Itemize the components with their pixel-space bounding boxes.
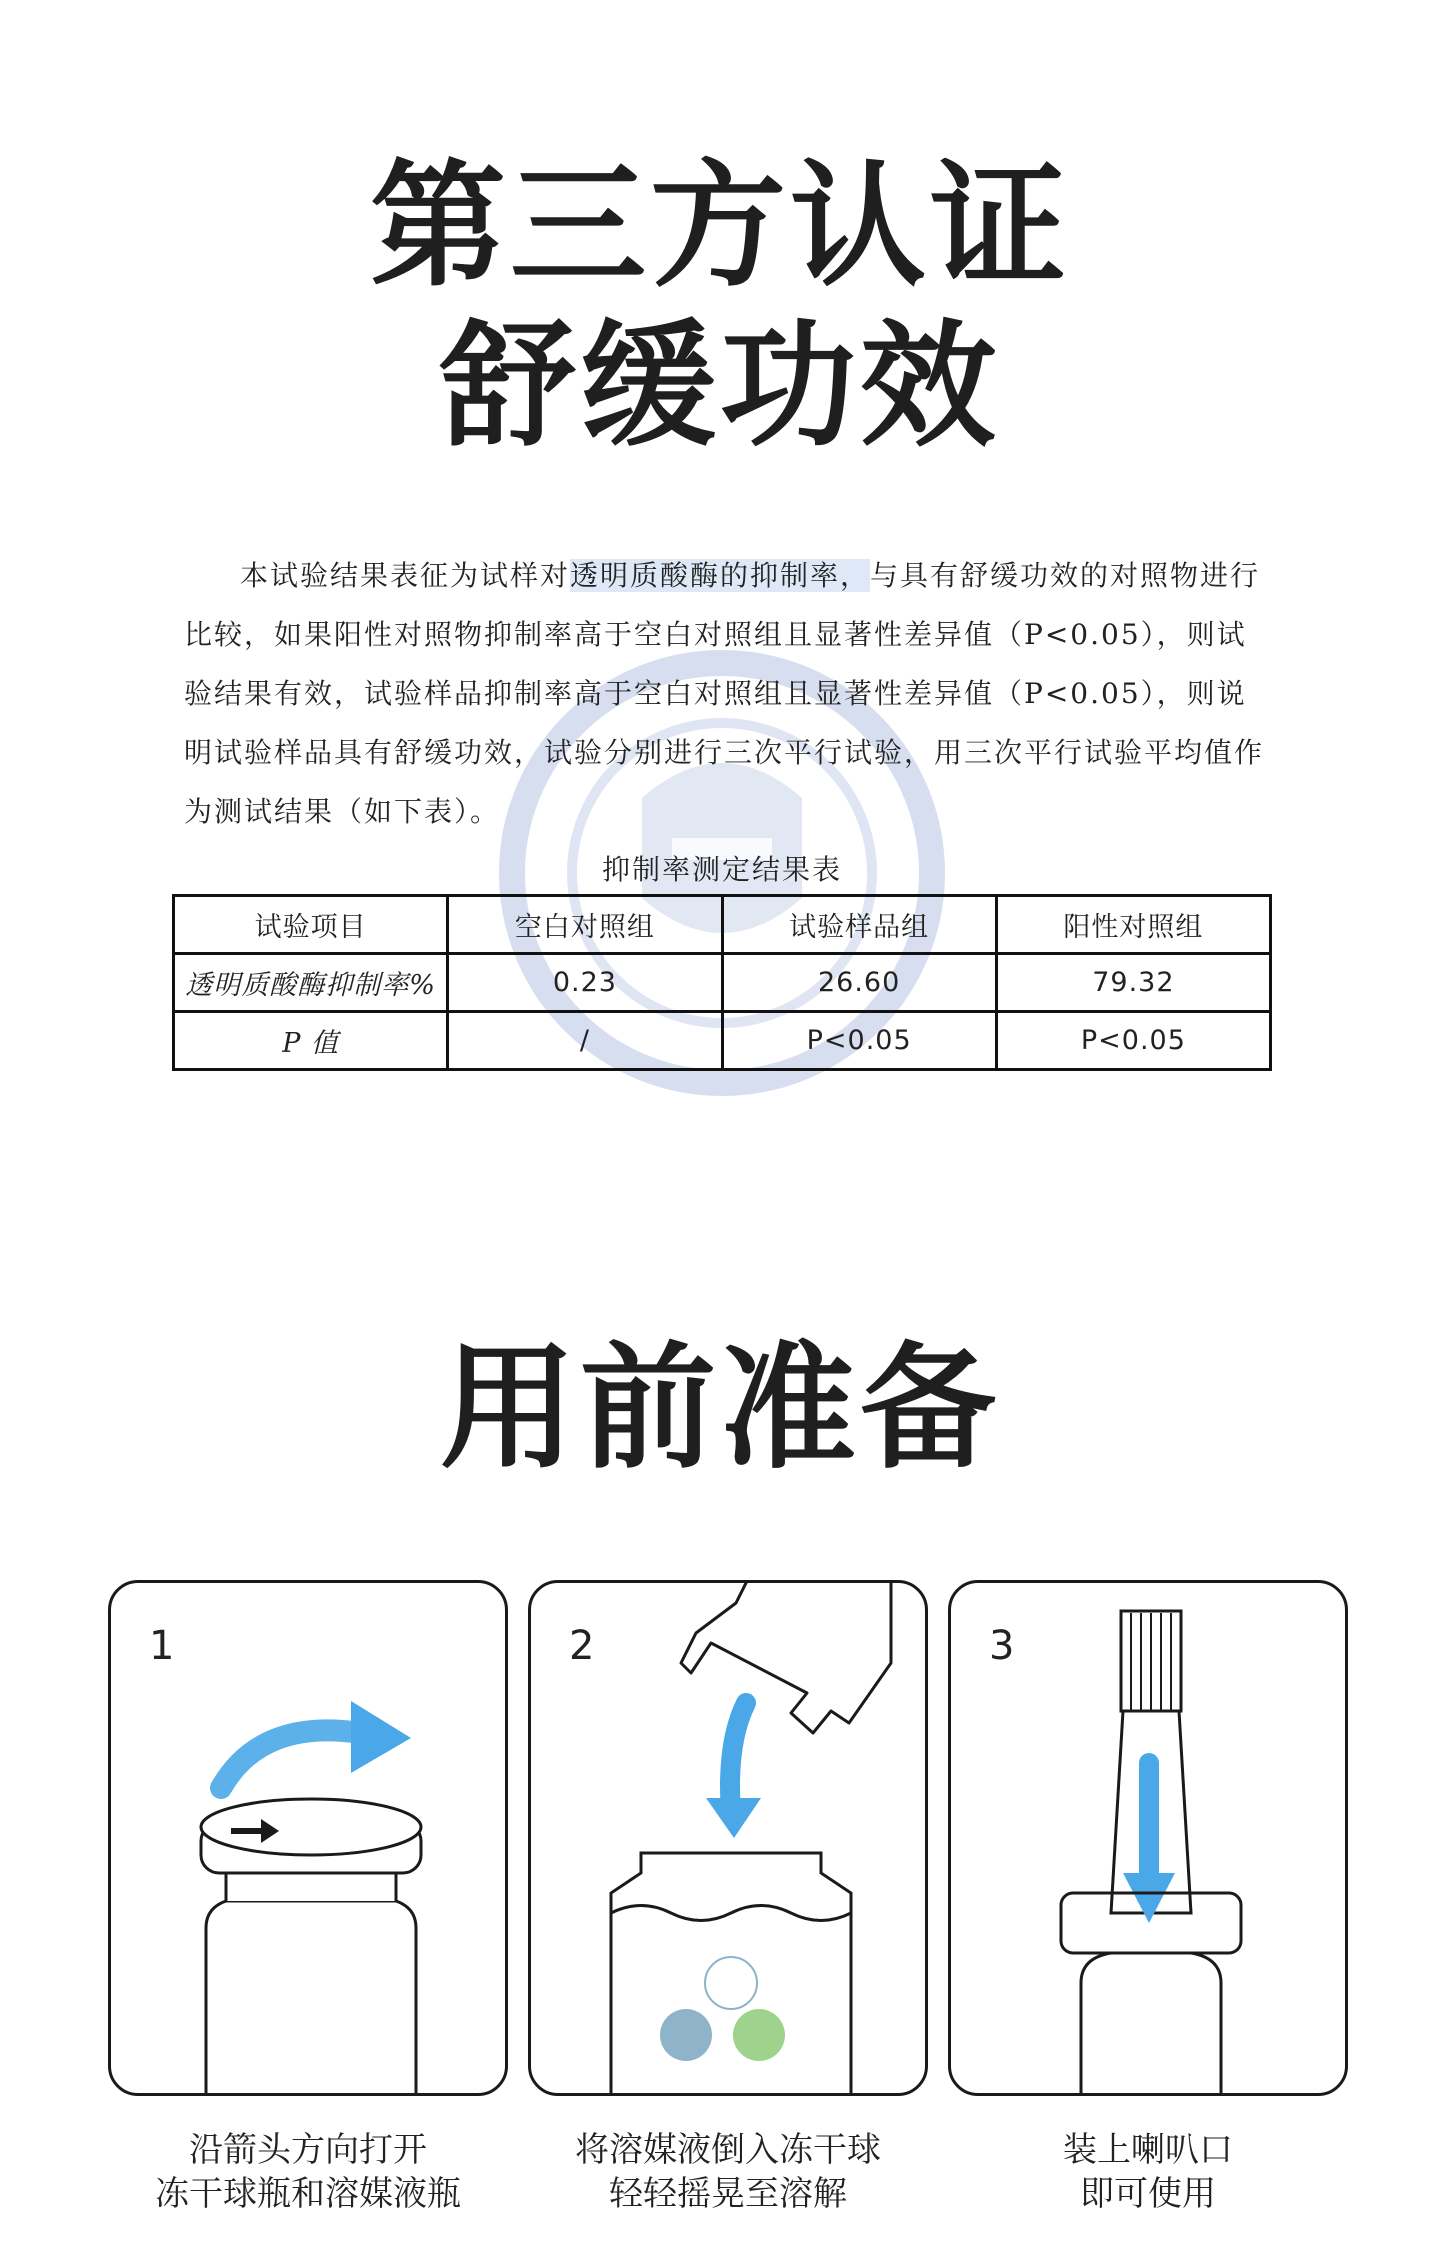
step-caption-3 <box>938 2128 1358 2216</box>
table-header: 阳性对照组 <box>996 896 1270 954</box>
curved-arrow-icon <box>221 1730 361 1788</box>
table-header: 试验项目 <box>174 896 448 954</box>
step-caption-line: 冻干球瓶和溶媒液瓶 <box>155 2174 461 2214</box>
table-cell: 透明质酸酶抑制率% <box>174 954 448 1012</box>
table-caption: 抑制率测定结果表 <box>601 853 842 886</box>
table-header: 空白对照组 <box>448 896 722 954</box>
table-cell: 0.23 <box>448 954 722 1012</box>
table-cell: 79.32 <box>996 954 1270 1012</box>
step-caption-line: 沿箭头方向打开 <box>189 2130 427 2170</box>
report-paragraph: 本试验结果表征为试样对透明质酸酶的抑制率，与具有舒缓功效的对照物进行比较，如果阳性对照物抑制率高于空白对照组且显著性差异值（P<0.05），则试验结果有效，试验样品抑制率高于空白对照组且显著性差异值（P<0.05），则说明试验样品具有舒缓功效，试验分别进行三次平行试验，用三次平行试验平均值作为测试结果（如下表）。 <box>184 559 1265 828</box>
table-header-row <box>174 896 1271 954</box>
step-number: 1 <box>149 1623 175 1669</box>
table-cell: P<0.05 <box>996 1012 1270 1070</box>
step-caption-2 <box>518 2128 938 2216</box>
step-caption-line: 即可使用 <box>1080 2174 1216 2214</box>
step-caption-line: 装上喇叭口 <box>1063 2130 1233 2170</box>
page-title-line1: 第三方认证 <box>370 146 1070 306</box>
page-title-line2: 舒缓功效 <box>440 306 1000 466</box>
pour-arrow-icon <box>730 1703 746 1813</box>
step-caption-1 <box>98 2128 518 2216</box>
step-number: 3 <box>989 1623 1015 1669</box>
step-number: 2 <box>569 1623 595 1669</box>
table-cell: / <box>448 1012 722 1070</box>
table-row <box>174 954 1271 1012</box>
table-cell: P<0.05 <box>722 1012 996 1070</box>
step-card-2 <box>528 1580 928 2096</box>
table-cell: 26.60 <box>722 954 996 1012</box>
step-caption-line: 轻轻摇晃至溶解 <box>609 2174 847 2214</box>
step-card-3 <box>948 1580 1348 2096</box>
table-header: 试验样品组 <box>722 896 996 954</box>
section-title-preparation: 用前准备 <box>440 1328 1000 1488</box>
table-cell: P 值 <box>174 1012 448 1070</box>
certification-report <box>172 538 1272 1098</box>
step-card-1 <box>108 1580 508 2096</box>
step-caption-line: 将溶媒液倒入冻干球 <box>575 2130 881 2170</box>
results-table <box>172 894 1272 1071</box>
table-row <box>174 1012 1271 1070</box>
